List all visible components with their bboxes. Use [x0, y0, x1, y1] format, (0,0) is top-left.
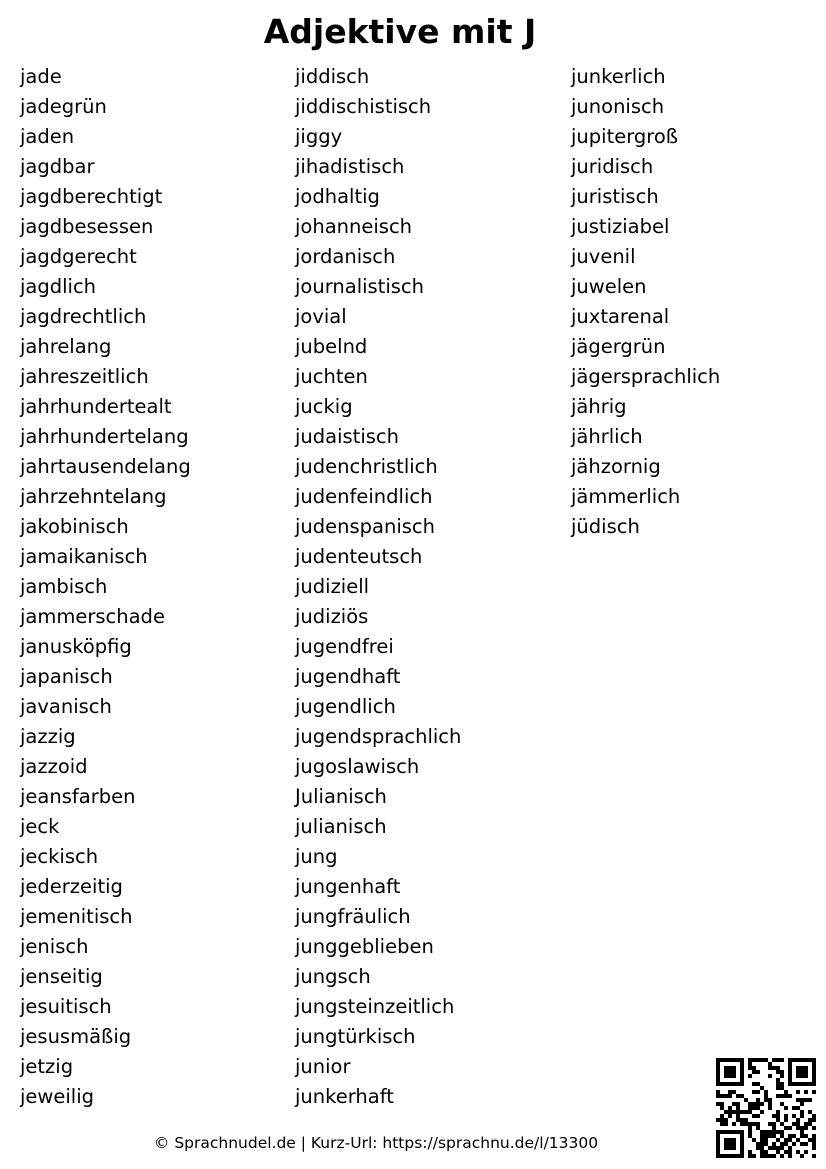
word-item: jiddisch [295, 65, 370, 88]
word-item: jakobinisch [20, 515, 129, 538]
word-item: jahrtausendelang [20, 455, 191, 478]
word-item: jesuitisch [20, 995, 112, 1018]
word-item: judiziös [295, 605, 369, 628]
word-item: jägersprachlich [571, 365, 721, 388]
word-item: jenisch [20, 935, 89, 958]
word-item: jahrhundertealt [20, 395, 172, 418]
word-item: jeansfarben [20, 785, 136, 808]
word-item: jahreszeitlich [20, 365, 149, 388]
word-item: juxtarenal [571, 305, 670, 328]
word-item: jahrelang [20, 335, 112, 358]
word-item: jämmerlich [571, 485, 681, 508]
word-item: jugendlich [295, 695, 396, 718]
word-item: jungsch [295, 965, 371, 988]
word-item: jihadistisch [295, 155, 405, 178]
word-item: jeweilig [20, 1085, 94, 1108]
page-title: Adjektive mit J [263, 12, 537, 51]
word-item: jemenitisch [20, 905, 133, 928]
word-item: jahrhundertelang [20, 425, 189, 448]
word-item: jazzoid [20, 755, 88, 778]
word-item: jovial [295, 305, 347, 328]
footer-credit: © Sprachnudel.de | Kurz-Url: https://sprachnu.de/l/13300 [153, 1134, 599, 1152]
word-item: jodhaltig [295, 185, 380, 208]
word-item: jägergrün [571, 335, 666, 358]
word-item: justiziabel [571, 215, 670, 238]
word-item: jagdgerecht [20, 245, 137, 268]
word-item: juchten [295, 365, 368, 388]
word-item: jähzornig [571, 455, 661, 478]
word-item: jahrzehntelang [20, 485, 167, 508]
word-item: jiddischistisch [295, 95, 432, 118]
word-item: jenseitig [20, 965, 103, 988]
word-item: jeckisch [20, 845, 99, 868]
word-item: jetzig [20, 1055, 74, 1078]
word-item: jordanisch [295, 245, 396, 268]
word-item: jammerschade [20, 605, 165, 628]
word-item: jagdbar [20, 155, 95, 178]
word-item: jederzeitig [20, 875, 123, 898]
word-item: jazzig [20, 725, 76, 748]
word-item: jährlich [571, 425, 643, 448]
word-item: janusköpfig [20, 635, 132, 658]
word-item: jagdbesessen [20, 215, 154, 238]
word-item: juridisch [571, 155, 654, 178]
word-column-1 [20, 62, 191, 1112]
word-item: junior [295, 1055, 351, 1078]
word-item: jagdberechtigt [20, 185, 163, 208]
word-item: junggeblieben [295, 935, 434, 958]
word-item: jüdisch [571, 515, 640, 538]
word-column-3 [571, 62, 720, 542]
word-item: jamaikanisch [20, 545, 148, 568]
word-item: jiggy [295, 125, 343, 148]
word-item: japanisch [20, 665, 113, 688]
word-item: junkerhaft [295, 1085, 394, 1108]
word-item: jugoslawisch [295, 755, 420, 778]
word-item: juwelen [571, 275, 647, 298]
word-item: journalistisch [295, 275, 424, 298]
word-item: jungsteinzeitlich [295, 995, 455, 1018]
word-item: judenfeindlich [295, 485, 433, 508]
word-item: jubelnd [295, 335, 368, 358]
word-item: jadegrün [20, 95, 107, 118]
word-item: judenteutsch [295, 545, 423, 568]
word-item: jade [20, 65, 62, 88]
word-item: jupitergroß [571, 125, 679, 148]
word-item: judaistisch [295, 425, 399, 448]
word-item: juvenil [571, 245, 636, 268]
word-item: julianisch [295, 815, 387, 838]
word-item: jeck [20, 815, 60, 838]
word-item: johanneisch [295, 215, 413, 238]
word-item: Julianisch [295, 785, 387, 808]
word-item: jungtürkisch [295, 1025, 416, 1048]
word-column-2 [295, 62, 461, 1112]
word-item: jesusmäßig [20, 1025, 132, 1048]
word-item: jagdlich [20, 275, 97, 298]
word-item: judiziell [295, 575, 370, 598]
word-item: juckig [295, 395, 353, 418]
word-item: judenchristlich [295, 455, 438, 478]
word-item: jambisch [20, 575, 108, 598]
word-item: judenspanisch [295, 515, 436, 538]
word-item: jugendhaft [295, 665, 401, 688]
word-item: jung [295, 845, 338, 868]
word-item: juristisch [571, 185, 659, 208]
word-item: javanisch [20, 695, 112, 718]
word-item: jungfräulich [295, 905, 411, 928]
word-item: jugendsprachlich [295, 725, 462, 748]
word-item: jagdrechtlich [20, 305, 147, 328]
word-item: jugendfrei [295, 635, 394, 658]
word-item: junkerlich [571, 65, 666, 88]
word-item: jaden [20, 125, 75, 148]
word-item: junonisch [571, 95, 665, 118]
word-item: jährig [571, 395, 627, 418]
qr-code-icon [716, 1058, 816, 1158]
word-item: jungenhaft [295, 875, 401, 898]
